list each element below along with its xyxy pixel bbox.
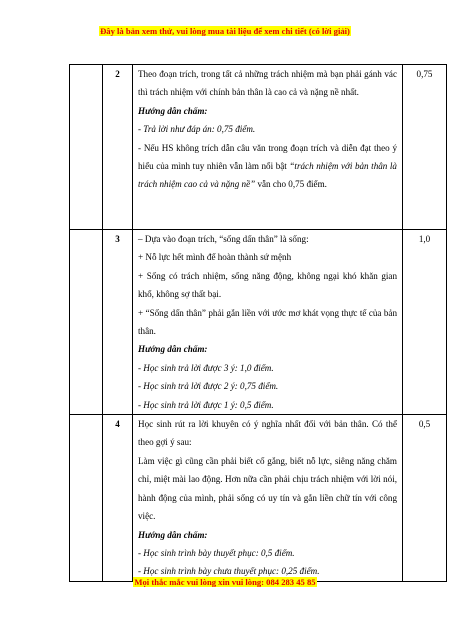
grading-criterion: - Học sinh trả lời được 1 ý: 0,5 điểm. (138, 399, 274, 410)
score: 1,0 (403, 230, 447, 415)
answer-text: – Dựa vào đoạn trích, “sống dấn thân” là sống: (138, 234, 309, 244)
grading-guide-heading: Hướng dẫn chấm: (138, 105, 208, 116)
grading-criterion: - Học sinh trả lời được 3 ý: 1,0 điểm. (138, 362, 274, 373)
answer-key-table (69, 64, 447, 582)
question-number: 2 (103, 65, 133, 230)
answer-text: Làm việc gì cũng cần phải biết cố gắng, biết nỗ lực, siêng năng chăm chỉ, miệt mài lao động. Hơn nữa cần phải chịu trách nhiệm với lời nói, hành động của mình, phải sống có uy tín và gắn liền chữ tín với công việc. (138, 455, 397, 522)
criterion-text: - Nếu HS không trích dẫn câu văn trong đoạn trích và diễn đạt theo ý hiểu của mình tuy nhiên vẫn làm nổi bật (138, 142, 397, 172)
answer-text: Theo đoạn trích, trong tất cả những trách nhiệm mà bạn phải gánh vác thì trách nhiệm với chính bản thân là cao cả và nặng nề nhất. (138, 69, 397, 98)
answer-content (133, 415, 403, 582)
grading-guide-heading: Hướng dẫn chấm: (138, 344, 208, 355)
answer-text: Học sinh rút ra lời khuyên có ý nghĩa nhất đối với bản thân. Có thể theo gợi ý sau: (138, 419, 397, 448)
answer-content (133, 65, 403, 230)
blank-cell (70, 65, 103, 230)
quoted-phrase: “trách nhiệm với bản thân là trách nhiệm cao cả và nặng nề” (138, 161, 397, 190)
table-row (70, 65, 447, 230)
grading-criterion: - Trả lời như đáp án: 0,75 điểm. (138, 124, 256, 135)
score: 0,75 (403, 65, 447, 230)
contact-text: Mọi thắc mắc vui lòng xin vui lòng: 084 283 45 85 (134, 577, 316, 587)
criterion-text: vẫn cho 0,75 điểm. (255, 179, 327, 190)
grading-criterion: - Học sinh trình bày chưa thuyết phục: 0,25 điểm. (138, 566, 320, 577)
grading-criterion (138, 139, 397, 194)
grading-guide-heading: Hướng dẫn chấm: (138, 529, 208, 540)
answer-text: + Sống có trách nhiệm, sống năng động, không ngại khó khăn gian khổ, không sợ thất bại. (138, 270, 397, 300)
table-row (70, 415, 447, 582)
question-number: 3 (103, 230, 133, 415)
contact-banner (0, 577, 450, 587)
table-row (70, 230, 447, 415)
grading-criterion: - Học sinh trình bày thuyết phục: 0,5 điểm. (138, 547, 295, 558)
blank-cell (70, 415, 103, 582)
blank-cell (70, 230, 103, 415)
score: 0,5 (403, 415, 447, 582)
grading-criterion: - Học sinh trả lời được 2 ý: 0,75 điểm. (138, 381, 279, 392)
question-number: 4 (103, 415, 133, 582)
answer-text: + “Sống dấn thân” phải gắn liền với ước mơ khát vọng thực tế của bản thân. (138, 307, 397, 337)
answer-content (133, 230, 403, 415)
answer-text: + Nỗ lực hết mình để hoàn thành sứ mệnh (138, 252, 292, 263)
preview-notice-banner (0, 26, 450, 36)
preview-notice-text: Đây là bản xem thử, vui lòng mua tài liệu để xem chi tiết (có lời giải) (100, 26, 350, 36)
